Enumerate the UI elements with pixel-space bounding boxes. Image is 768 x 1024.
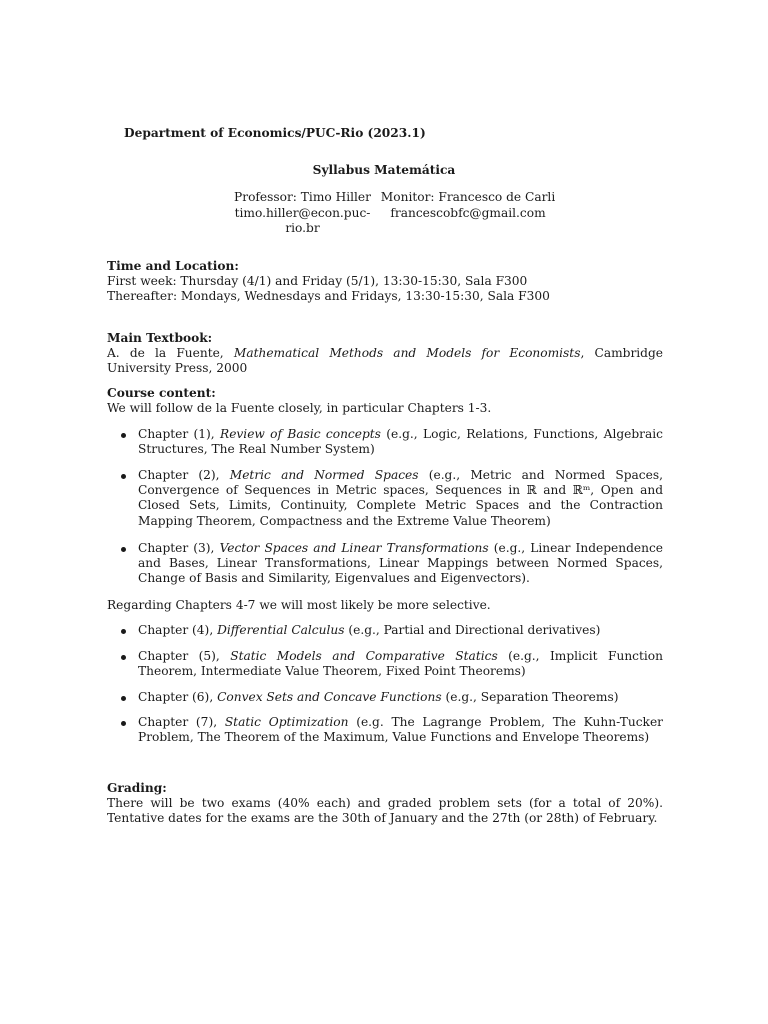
- course-content-heading: Course content:: [107, 386, 216, 400]
- chapter-prefix: Chapter (4),: [138, 623, 218, 637]
- professor-email: timo.hiller@econ.puc-rio.br: [234, 206, 371, 236]
- grading-heading: Grading:: [107, 781, 167, 795]
- chapter-text: [138, 468, 663, 529]
- regarding-text: Regarding Chapters 4-7 we will most likely be more selective.: [107, 598, 491, 612]
- chapter-prefix: Chapter (2),: [138, 468, 230, 482]
- chapter-title: Static Models and Comparative Statics: [230, 649, 498, 663]
- chapter-prefix: Chapter (3),: [138, 541, 220, 555]
- textbook-section: [107, 331, 663, 377]
- bullet-icon: [121, 427, 135, 442]
- grading-text: There will be two exams (40% each) and graded problem sets (for a total of 20%). Tentative dates for the exams are the 30th of January and the 27th (or 28th) of February.: [107, 796, 663, 826]
- textbook-citation: [107, 346, 663, 376]
- bullet-icon: [121, 715, 135, 730]
- chapter-prefix: Chapter (7),: [138, 715, 225, 729]
- course-content-intro: We will follow de la Fuente closely, in particular Chapters 1-3.: [107, 401, 492, 416]
- chapter-prefix: Chapter (6),: [138, 690, 218, 704]
- chapter-title: Differential Calculus: [217, 623, 345, 637]
- chapter-text: [138, 427, 663, 457]
- time-location-heading: Time and Location:: [107, 259, 239, 273]
- textbook-publisher: , Cambridge University Press, 2000: [107, 346, 663, 376]
- chapter-desc: (e.g., Partial and Directional derivatives): [344, 623, 601, 637]
- time-location-line-2: Thereafter: Mondays, Wednesdays and Fridays, 13:30-15:30, Sala F300: [107, 289, 550, 304]
- chapter-prefix: Chapter (5),: [138, 649, 231, 663]
- bullet-icon: [121, 468, 135, 483]
- textbook-title: Mathematical Methods and Models for Economists: [233, 346, 581, 361]
- course-content-section: [107, 386, 663, 416]
- textbook-author: A. de la Fuente,: [107, 346, 234, 361]
- time-location-line-1: First week: Thursday (4/1) and Friday (5/1), 13:30-15:30, Sala F300: [107, 274, 528, 289]
- grading-section: [107, 781, 663, 827]
- bullet-icon: [121, 623, 135, 638]
- textbook-heading: Main Textbook:: [107, 331, 213, 345]
- department-heading: Department of Economics/PUC-Rio (2023.1): [124, 126, 426, 140]
- chapter-desc: (e.g., Linear Independence and Bases, Linear Transformations, Linear Mappings between Normed Spaces, Change of Basis and Similarity, Eigenvalues and Eigenvectors).: [138, 541, 663, 586]
- chapter-title: Convex Sets and Concave Functions: [217, 690, 442, 704]
- chapter-text: [138, 690, 663, 705]
- chapter-desc: (e.g. The Lagrange Problem, The Kuhn-Tucker Problem, The Theorem of the Maximum, Value Functions and Envelope Theorems): [138, 715, 663, 745]
- chapter-title: Static Optimization: [224, 715, 349, 729]
- monitor-email: francescobfc@gmail.com: [390, 206, 546, 221]
- chapter-desc: (e.g., Implicit Function Theorem, Intermediate Value Theorem, Fixed Point Theorems): [138, 649, 663, 679]
- chapter-desc: (e.g., Metric and Normed Spaces, Convergence of Sequences in Metric spaces, Sequences in ℝ and ℝᵐ, Open and Closed Sets, Limits, Continuity, Complete Metric Spaces and the Contraction Mapping Theorem, Compactness and the Extreme Value Theorem): [138, 468, 663, 528]
- chapter-title: Review of Basic concepts: [220, 427, 381, 441]
- chapter-text: [138, 715, 663, 745]
- bullet-icon: [121, 649, 135, 664]
- chapter-text: [138, 623, 663, 638]
- bullet-icon: [121, 541, 135, 556]
- time-location-section: [107, 259, 663, 305]
- professor-block: [220, 190, 385, 237]
- chapter-text: [138, 649, 663, 679]
- chapter-title: Vector Spaces and Linear Transformations: [219, 541, 489, 555]
- chapter-text: [138, 541, 663, 587]
- chapter-desc: (e.g., Separation Theorems): [441, 690, 619, 704]
- monitor-name: Monitor: Francesco de Carli: [380, 190, 556, 204]
- professor-name: Professor: Timo Hiller: [234, 190, 371, 204]
- monitor-block: [378, 190, 558, 221]
- chapter-prefix: Chapter (1),: [138, 427, 221, 441]
- chapter-desc: (e.g., Logic, Relations, Functions, Algebraic Structures, The Real Number System): [138, 427, 663, 457]
- chapter-title: Metric and Normed Spaces: [229, 468, 419, 482]
- syllabus-title: Syllabus Matemática: [312, 163, 456, 177]
- bullet-icon: [121, 690, 135, 705]
